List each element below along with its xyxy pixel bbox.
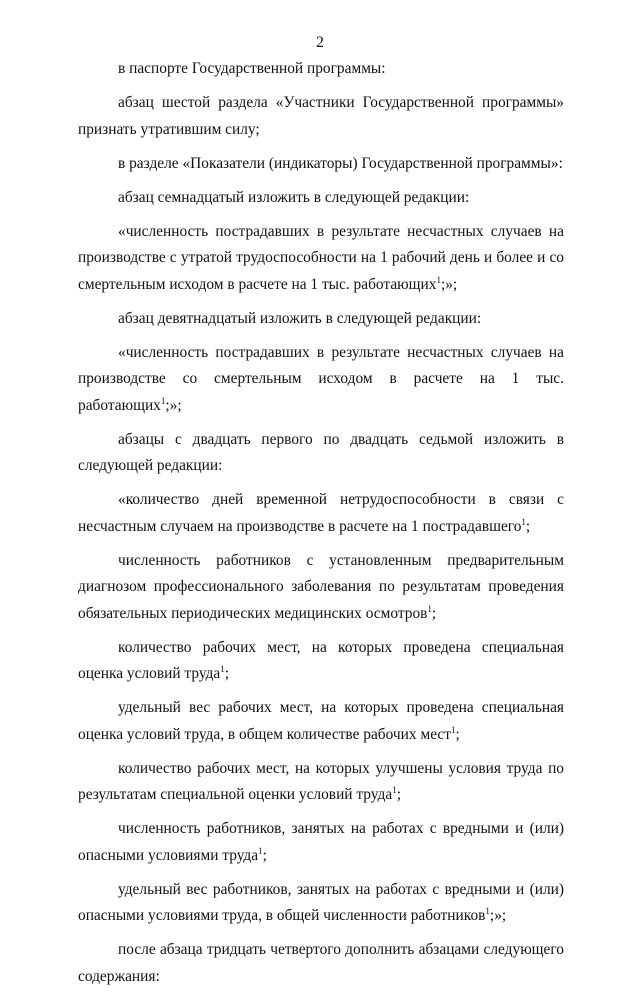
footnote-mark: 1 xyxy=(521,516,526,527)
footnote-mark: 1 xyxy=(392,784,397,795)
footnote-mark: 1 xyxy=(160,395,166,406)
paragraph-improved-workplaces: количество рабочих мест, на которых улучшены условия труда по результатам специальной оценки условий труда$^1$; xyxy=(78,759,564,803)
footnote-mark: 1 xyxy=(258,845,263,856)
footnote-mark: 1 xyxy=(427,603,432,614)
paragraph-nineteenth: абзац девятнадцатый изложить в следующей редакции: xyxy=(118,309,482,327)
paragraph-passport: в паспорте Государственной программы: xyxy=(118,60,386,77)
footnote-mark: 1 xyxy=(450,724,456,735)
page-number: 2 xyxy=(316,34,324,51)
paragraph-seventeenth: абзац семнадцатый изложить в следующей редакции: xyxy=(118,188,470,206)
paragraph-disability-days: «количество дней временной нетрудоспособности в связи с несчастным случаем на производстве в расчете на 1 пострадавшего$^1$; xyxy=(78,491,564,535)
document-body xyxy=(78,56,564,998)
footnote-mark: 1 xyxy=(485,905,490,916)
paragraph-injured-fatal: «численность пострадавших в результате несчастных случаев на производстве со смертельным исходом в расчете на 1 тыс. работающих$^1$;»; xyxy=(78,343,564,414)
paragraph-participants: абзац шестой раздела «Участники Государственной программы» признать утратившим силу; xyxy=(78,94,564,138)
paragraph-injured-workdays: «численность пострадавших в результате несчастных случаев на производстве с утратой трудоспособности на 1 рабочий день и более и со смертельным исходом в расчете на 1 тыс. работающих$^1$;»; xyxy=(78,222,564,293)
paragraph-assessed-share: удельный вес рабочих мест, на которых проведена специальная оценка условий труда, в общем количестве рабочих мест$^1$; xyxy=(78,699,564,743)
footnote-mark: 1 xyxy=(220,663,225,674)
paragraph-occupational-disease: численность работников с установленным предварительным диагнозом профессионального заболевания по результатам проведения обязательных периодических медицинских осмотров$^1$; xyxy=(78,551,564,622)
paragraph-indicators-section: в разделе «Показатели (индикаторы) Государственной программы»: xyxy=(118,154,563,172)
paragraph-hazardous-workers: численность работников, занятых на работах с вредными и (или) опасными условиями труда$^1$; xyxy=(78,820,564,864)
paragraph-assessed-workplaces: количество рабочих мест, на которых проведена специальная оценка условий труда$^1$; xyxy=(78,638,564,682)
paragraph-thirty-fourth: после абзаца тридцать четвертого дополнить абзацами следующего содержания: xyxy=(78,941,564,985)
footnote-mark: 1 xyxy=(436,274,441,285)
paragraph-hazardous-share: удельный вес работников, занятых на работах с вредными и (или) опасными условиями труда, в общей численности работников$^1$;»; xyxy=(78,880,564,924)
paragraph-twenty-first: абзацы с двадцать первого по двадцать седьмой изложить в следующей редакции: xyxy=(78,430,564,474)
